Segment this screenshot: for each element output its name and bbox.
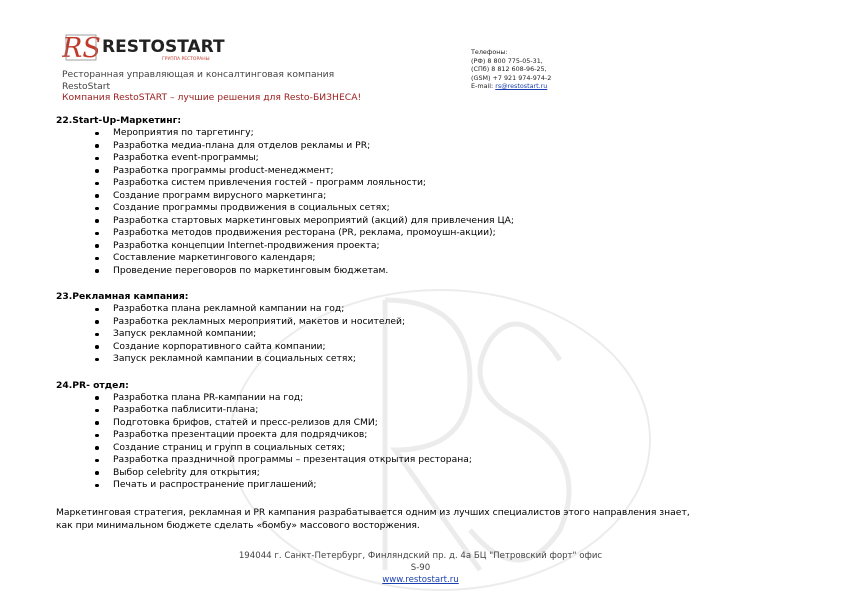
company-info (62, 69, 361, 104)
list-item: Создание программы продвижения в социальных сетях; (90, 202, 796, 215)
phones-label: Телефоны: (471, 48, 508, 56)
list-item: Выбор celebrity для открытия; (90, 467, 796, 480)
section-ad-campaign (56, 291, 796, 366)
company-slogan: Компания RestoSTART – лучшие решения для Resto-БИЗНЕСА! (62, 92, 362, 103)
list-item: Разработка медиа-плана для отделов рекламы и PR; (90, 140, 796, 153)
closing-paragraph (56, 506, 796, 532)
list-item: Разработка концепции Internet-продвижения проекта; (90, 240, 796, 253)
list-item: Разработка рекламных мероприятий, макетов и носителей; (90, 316, 796, 329)
section-title: 24.PR- отдел: (56, 379, 129, 391)
list-item: Создание программ вирусного маркетинга; (90, 190, 796, 203)
footer-address: 194044 г. Санкт-Петербург, Финляндский пр. д. 4а БЦ "Петровский форт" офис (238, 551, 603, 561)
list-item: Создание корпоративного сайта компании; (90, 341, 796, 354)
list-item: Разработка программы product-менеджмент; (90, 165, 796, 178)
list-item: Запуск рекламной кампании в социальных сетях; (90, 353, 796, 366)
contacts-block (471, 48, 551, 91)
section-title: 22.Start-Up-Маркетинг: (56, 115, 182, 126)
company-line: Ресторанная управляющая и консалтинговая компания (62, 69, 335, 80)
list-item: Проведение переговоров по маркетинговым бюджетам. (90, 265, 796, 278)
section-list (56, 127, 796, 277)
section-list (56, 303, 796, 366)
list-item: Составление маркетингового календаря; (90, 252, 796, 265)
page-footer (0, 550, 841, 586)
list-item: Создание страниц и групп в социальных сетях; (90, 442, 796, 455)
email-line (471, 82, 551, 91)
list-item: Разработка систем привлечения гостей - программ лояльности; (90, 177, 796, 190)
company-name: RestoStart (62, 80, 111, 92)
phone-rf: (РФ) 8 800 775-05-31, (471, 56, 543, 65)
list-item: Разработка презентации проекта для подрядчиков; (90, 429, 796, 442)
list-item: Разработка плана рекламной кампании на год; (90, 303, 796, 316)
website-link[interactable]: www.restostart.ru (382, 575, 459, 585)
svg-text:RS: RS (62, 33, 101, 63)
section-startup-marketing (56, 115, 796, 277)
restostart-logo (62, 33, 232, 63)
phone-spb: (СПб) 8 812 608-96-25, (471, 65, 547, 74)
list-item: Запуск рекламной компании; (90, 328, 796, 341)
list-item: Разработка праздничной программы – презентация открытия ресторана; (90, 454, 796, 467)
phone-gsm: (GSM) +7 921 974-974-2 (471, 73, 552, 82)
list-item: Разработка event-программы; (90, 152, 796, 165)
list-item: Разработка методов продвижения ресторана (PR, реклама, промоушн-акции); (90, 227, 796, 240)
section-pr-department (56, 380, 796, 492)
email-label: E-mail: (471, 82, 496, 91)
document-body (56, 115, 796, 532)
section-list (56, 392, 796, 492)
list-item: Разработка паблисити-плана; (90, 404, 796, 417)
list-item: Подготовка брифов, статей и пресс-релизов для СМИ; (90, 417, 796, 430)
list-item: Разработка стартовых маркетинговых мероприятий (акций) для привлечения ЦА; (90, 215, 796, 228)
footer-office: S-90 (410, 563, 431, 573)
list-item: Мероприятия по таргетингу; (90, 127, 796, 140)
section-title: 23.Рекламная кампания: (56, 291, 189, 302)
closing-line: как при минимальном бюджете сделать «бомбу» массового восторжения. (56, 519, 420, 531)
svg-text:RESTOSTART: RESTOSTART (102, 37, 225, 57)
list-item: Печать и распространение приглашений; (90, 479, 796, 492)
email-link[interactable]: rs@restostart.ru (495, 82, 548, 91)
list-item: Разработка плана PR-кампании на год; (90, 392, 796, 405)
closing-line: Маркетинговая стратегия, рекламная и PR кампания разрабатывается одним из лучших специалистов этого направления знает, (56, 506, 690, 518)
svg-text:ГРУППА РЕСТОРАНЫ: ГРУППА РЕСТОРАНЫ (162, 57, 210, 62)
